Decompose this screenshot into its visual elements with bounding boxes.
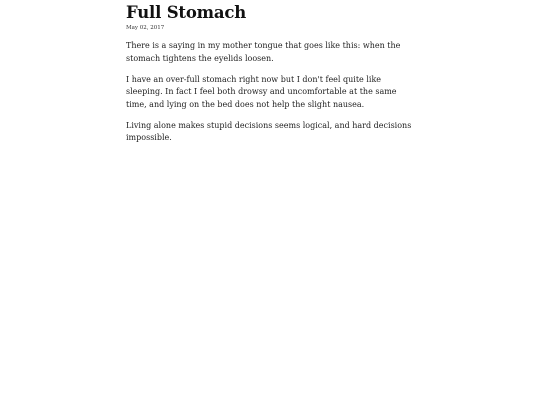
post-paragraph: I have an over-full stomach right now but I don't feel quite like sleeping. In fact I feel both drowsy and uncomfortable at the same time, and lying on the bed does not help the slight nausea. <box>126 74 397 109</box>
post-date: May 02, 2017 <box>126 25 165 31</box>
blog-post <box>126 0 416 153</box>
post-paragraph: Living alone makes stupid decisions seems logical, and hard decisions impossible. <box>126 120 412 142</box>
post-paragraph: There is a saying in my mother tongue that goes like this: when the stomach tightens the eyelids loosen. <box>126 41 401 63</box>
post-title: Full Stomach <box>126 3 247 22</box>
post-body <box>126 40 416 145</box>
